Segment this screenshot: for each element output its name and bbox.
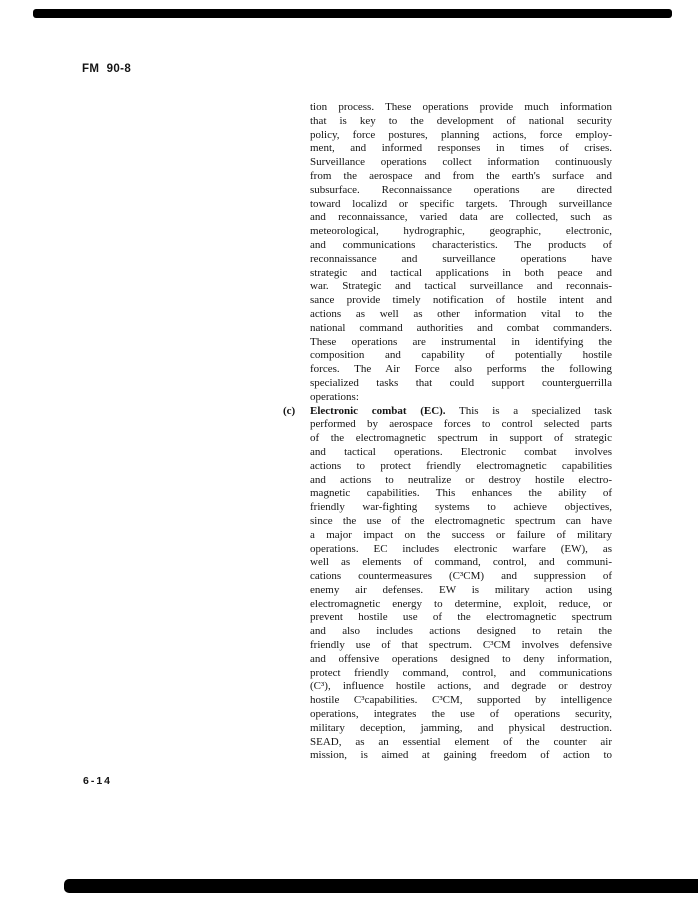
text-line: subsurface. Reconnaissance operations are directed bbox=[310, 183, 612, 196]
list-item-label: (c) bbox=[283, 404, 296, 417]
text-line: and also includes actions designed to retain the bbox=[310, 625, 612, 638]
text-line: since the use of the electromagnetic spectrum can have bbox=[310, 514, 612, 527]
text-line: war. Strategic and tactical surveillance and reconnais- bbox=[310, 280, 612, 293]
lead-in-bold: Electronic combat (EC). bbox=[310, 404, 446, 417]
paragraph-electronic-combat bbox=[283, 404, 613, 764]
text-line: Surveillance operations collect information continuously bbox=[310, 156, 612, 169]
first-line-text: This is a specialized task bbox=[459, 404, 613, 417]
scan-artifact-top-bar bbox=[33, 9, 672, 18]
text-line: military deception, jamming, and physical destruction. bbox=[310, 721, 612, 734]
text-line: prevent hostile use of the electromagnetic spectrum bbox=[310, 611, 612, 624]
text-line: actions to protect friendly electromagnetic capabilities bbox=[310, 459, 612, 472]
text-line: and actions to neutralize or destroy hostile electro- bbox=[310, 473, 612, 486]
text-line: strategic and tactical applications in both peace and bbox=[310, 266, 612, 279]
text-line: cations countermeasures (C³CM) and suppression of bbox=[310, 570, 612, 583]
text-line: performed by aerospace forces to control selected parts bbox=[310, 418, 612, 431]
text-line: (C³), influence hostile actions, and degrade or destroy bbox=[310, 680, 612, 693]
text-line: specialized tasks that could support counterguerrilla bbox=[310, 376, 612, 389]
scan-artifact-bottom-bar bbox=[64, 879, 698, 893]
text-line: reconnaissance and surveillance operations have bbox=[310, 252, 612, 265]
text-line: operations. EC includes electronic warfare (EW), as bbox=[310, 542, 612, 555]
text-line: operations, integrates the use of operations security, bbox=[310, 708, 612, 721]
text-line: and tactical operations. Electronic combat involves bbox=[310, 445, 612, 458]
text-line: enemy air defenses. EW is military action using bbox=[310, 583, 612, 596]
text-line: SEAD, as an essential element of the counter air bbox=[310, 735, 612, 748]
text-line: hostile C³capabilities. C³CM, supported by intelligence bbox=[310, 694, 612, 707]
document-id-header: FM 90-8 bbox=[82, 63, 132, 75]
page-number: 6-14 bbox=[83, 775, 113, 787]
text-line: forces. The Air Force also performs the following bbox=[310, 363, 612, 376]
text-line: mission, is aimed at gaining freedom of action to bbox=[310, 749, 612, 762]
text-line bbox=[283, 404, 613, 419]
text-line: well as elements of command, control, and communi- bbox=[310, 556, 612, 569]
text-line: from the aerospace and from the earth's surface and bbox=[310, 169, 612, 182]
text-line: policy, force postures, planning actions, force employ- bbox=[310, 128, 612, 141]
text-line: and reconnaissance, varied data are collected, such as bbox=[310, 211, 612, 224]
text-line: These operations are instrumental in identifying the bbox=[310, 335, 612, 348]
paragraph-surveillance-continuation bbox=[310, 101, 612, 405]
text-line: and communications characteristics. The products of bbox=[310, 238, 612, 251]
text-line: toward localizd or specific targets. Through surveillance bbox=[310, 197, 612, 210]
text-line: protect friendly command, control, and communications bbox=[310, 666, 612, 679]
text-line: ment, and informed responses in times of crises. bbox=[310, 142, 612, 155]
text-line: friendly war-fighting systems to achieve objectives, bbox=[310, 501, 612, 514]
body-text-column bbox=[283, 101, 613, 763]
text-line: actions as well as other information vital to the bbox=[310, 307, 612, 320]
text-line: friendly use of that spectrum. C³CM involves defensive bbox=[310, 639, 612, 652]
text-line: and offensive operations designed to deny information, bbox=[310, 652, 612, 665]
text-line: composition and capability of potentially hostile bbox=[310, 349, 612, 362]
text-line: magnetic capabilities. This enhances the ability of bbox=[310, 487, 612, 500]
text-line: tion process. These operations provide much information bbox=[310, 101, 612, 113]
text-line: electromagnetic energy to determine, exploit, reduce, or bbox=[310, 597, 612, 610]
text-line: sance provide timely notification of hostile intent and bbox=[310, 294, 612, 307]
text-line: meteorological, hydrographic, geographic, electronic, bbox=[310, 225, 612, 238]
text-line: a major impact on the success or failure of military bbox=[310, 528, 612, 541]
text-line: that is key to the development of national security bbox=[310, 114, 612, 127]
text-line: national command authorities and combat commanders. bbox=[310, 321, 612, 334]
text-line: of the electromagnetic spectrum in support of strategic bbox=[310, 432, 612, 445]
text-line: operations: bbox=[310, 390, 359, 403]
